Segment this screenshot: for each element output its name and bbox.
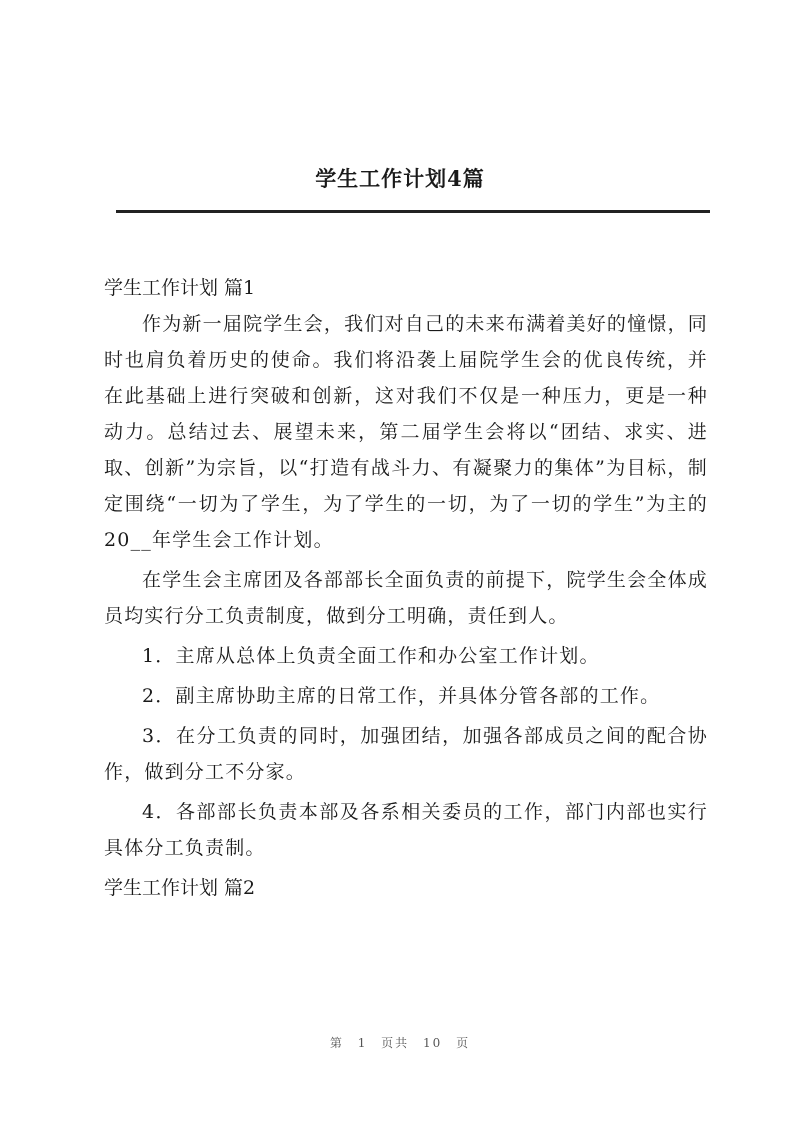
section-heading: 学生工作计划 篇1: [104, 277, 256, 299]
document-body: [104, 270, 708, 906]
list-item: 1．主席从总体上负责全面工作和办公室工作计划。: [142, 645, 600, 667]
section-heading: 学生工作计划 篇2: [104, 877, 256, 899]
paragraph: 在学生会主席团及各部部长全面负责的前提下，院学生会全体成员均实行分工负责制度，做到分工明确，责任到人。: [104, 569, 708, 627]
page-footer: [0, 1034, 800, 1051]
list-item: 4．各部部长负责本部及各系相关委员的工作，部门内部也实行具体分工负责制。: [104, 801, 708, 859]
footer-label-of: 页共: [381, 1036, 410, 1050]
footer-label-pages: 页: [456, 1036, 471, 1050]
footer-current-page: 1: [357, 1036, 368, 1050]
list-item: 2．副主席协助主席的日常工作，并具体分管各部的工作。: [142, 685, 661, 707]
list-item: 3．在分工负责的同时，加强团结，加强各部成员之间的配合协作，做到分工不分家。: [104, 725, 708, 783]
title-divider: [116, 210, 710, 213]
paragraph: 作为新一届院学生会，我们对自己的未来布满着美好的憧憬，同时也肩负着历史的使命。我们将沿袭上届院学生会的优良传统，并在此基础上进行突破和创新，这对我们不仅是一种压力，更是一种动力。总结过去、展望未来，第二届学生会将以“团结、求实、进取、创新”为宗旨，以“打造有战斗力、有凝聚力的集体”为目标，制定围绕“一切为了学生，为了学生的一切，为了一切的学生”为主的20__年学生会工作计划。: [104, 313, 708, 551]
document-title: 学生工作计划4篇: [315, 166, 485, 191]
footer-total-pages: 10: [423, 1036, 443, 1050]
footer-label-page: 第: [329, 1036, 344, 1050]
